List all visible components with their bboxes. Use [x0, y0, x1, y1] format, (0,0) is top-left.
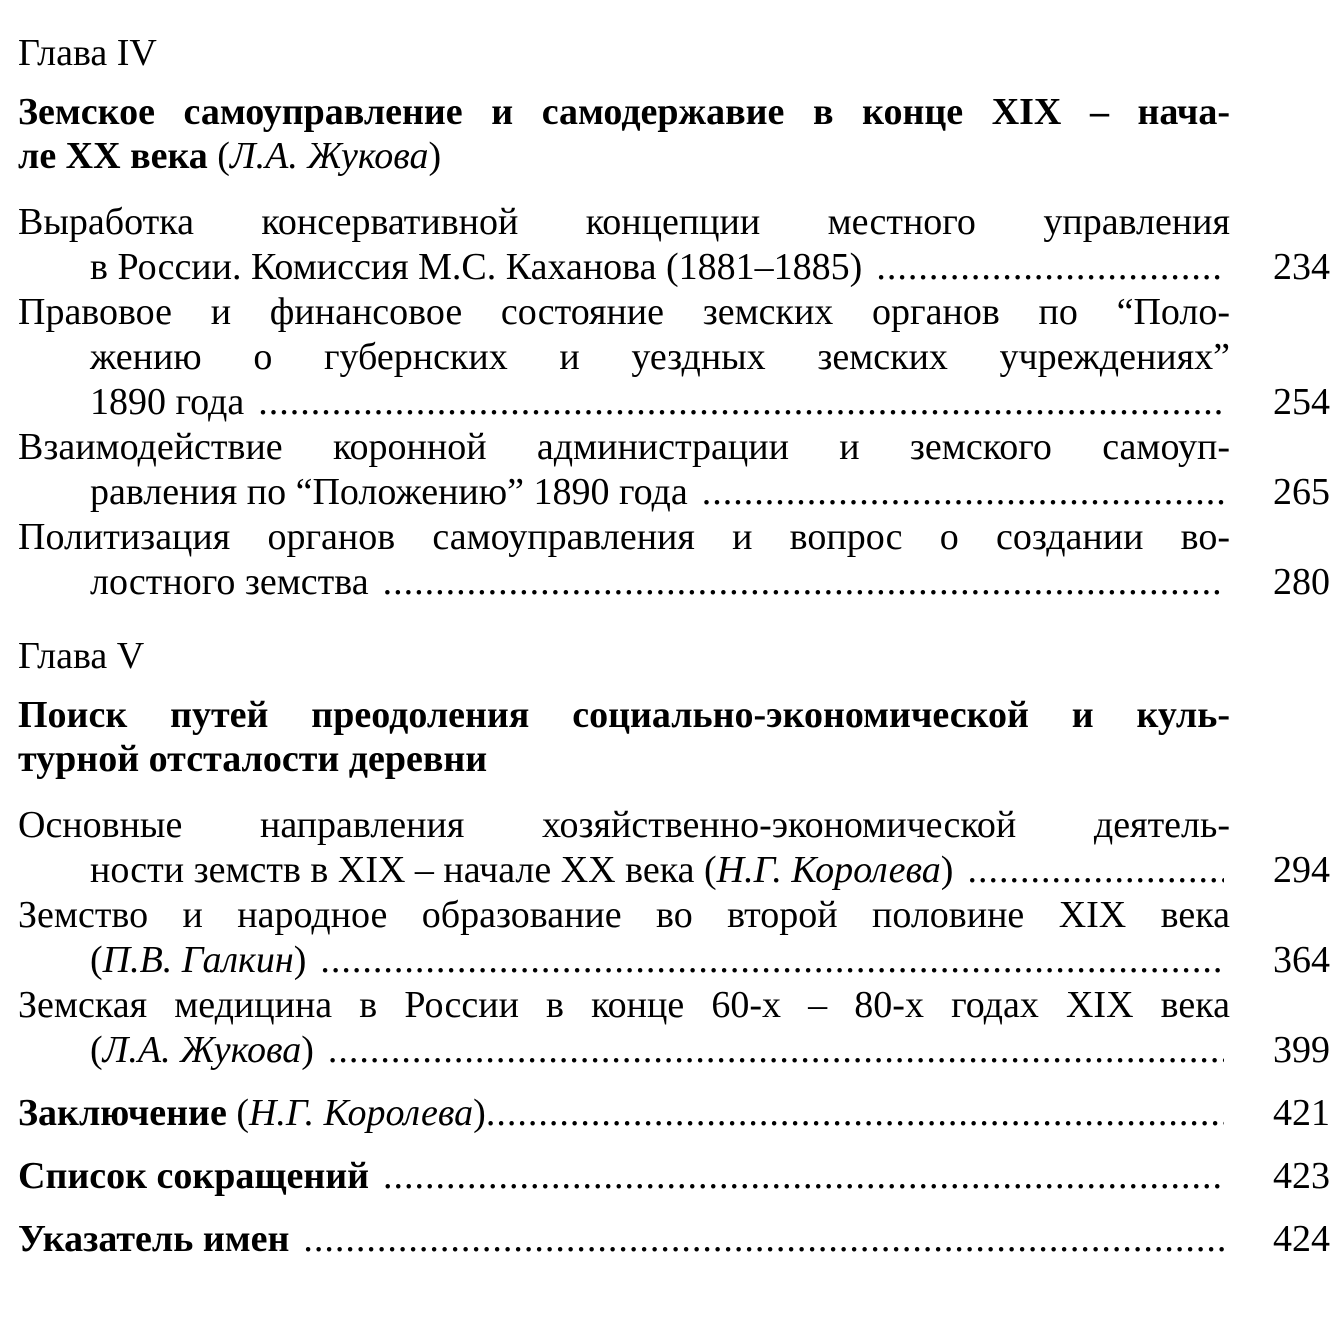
toc-entry-text: Правовое и финансовое состояние земских органов по “Поло- — [18, 291, 1230, 333]
dot-leader — [967, 848, 1224, 893]
toc-entry-text: Политизация органов самоуправления и вопрос о создании во- — [18, 516, 1230, 558]
toc-entry-text: Выработка консервативной концепции местного управления — [18, 201, 1230, 243]
toc-entry-text: ности земств в XIX – начале XX века — [90, 849, 695, 891]
toc-entry-crown-administration[interactable] — [18, 425, 1330, 515]
toc-entry-politicization[interactable] — [18, 515, 1330, 605]
toc-entry-author: Л.А. Жукова — [102, 1029, 302, 1071]
toc-entry-text: Основные направления хозяйственно-экономической деятель- — [18, 804, 1230, 846]
page-number: 254 — [1273, 381, 1330, 423]
chapter-4-author: (Л.А. Жукова) — [217, 135, 442, 177]
toc-entry-text: 1890 года — [90, 381, 245, 423]
dot-leader — [702, 470, 1224, 515]
toc-entry-kakhanov[interactable] — [18, 200, 1330, 290]
toc-entry-text: Земство и народное образование во второй половине XIX века — [18, 894, 1230, 936]
toc-entry-title: Указатель имен — [18, 1218, 290, 1260]
page-number: 421 — [1273, 1092, 1330, 1134]
toc-entry-conclusion[interactable]: Заключение ( Н.Г. Королева ) ..... 421 — [18, 1091, 1330, 1136]
page-number: 234 — [1273, 246, 1330, 288]
toc-entry-medicine[interactable]: Земская медицина в России в конце 60-х – 80-х годах XIX века ( Л.А. Жукова ) ..... 399 — [18, 983, 1330, 1073]
toc-entry-title: Заключение — [18, 1092, 227, 1134]
chapter-4-title-line2: ле XX века — [18, 135, 208, 177]
page-number: 294 — [1273, 849, 1330, 891]
toc-entry-author: Н.Г. Королева — [716, 849, 941, 891]
dot-leader — [876, 245, 1224, 290]
page-number: 280 — [1273, 561, 1330, 603]
page-number: 364 — [1273, 939, 1330, 981]
toc-entry-author: П.В. Галкин — [102, 939, 294, 981]
dot-leader — [486, 1091, 1224, 1136]
page-number: 423 — [1273, 1155, 1330, 1197]
toc-entry-author: Н.Г. Королева — [248, 1092, 474, 1134]
dot-leader — [328, 1028, 1224, 1073]
toc-entry-text: лостного земства — [90, 561, 369, 603]
toc-entry-text: Взаимодействие коронной администрации и земского самоуп- — [18, 426, 1230, 468]
page-number: 424 — [1273, 1218, 1330, 1260]
dot-leader — [383, 1154, 1224, 1199]
dot-leader — [320, 938, 1224, 983]
chapter-4-title — [18, 90, 1230, 178]
dot-leader — [258, 380, 1224, 425]
dot-leader — [303, 1217, 1224, 1262]
toc-entry-text: жению о губернских и уездных земских учреждениях” — [90, 336, 1230, 378]
toc-entry-text: Земская медицина в России в конце 60-х – 80-х годах XIX века — [18, 984, 1230, 1026]
chapter-5-title-line2: турной отсталости деревни — [18, 738, 488, 780]
toc-entry-text: равления по “Положению” 1890 года — [90, 471, 688, 513]
chapter-4-label: Глава IV — [18, 32, 157, 74]
chapter-5-title-line1: Поиск путей преодоления социально-экономической и куль- — [18, 694, 1230, 736]
toc-entry-title: Список сокращений — [18, 1155, 370, 1197]
toc-entry-economic-activity[interactable]: Основные направления хозяйственно-экономической деятель- ности земств в XIX – начале XX века ( Н.Г. Королева ) ..... 294 — [18, 803, 1330, 893]
page-number: 265 — [1273, 471, 1330, 513]
toc-entry-abbreviations[interactable] — [18, 1154, 1330, 1199]
toc-entry-legal-financial[interactable] — [18, 290, 1330, 425]
chapter-4-title-line1: Земское самоуправление и самодержавие в конце XIX – нача- — [18, 91, 1230, 133]
chapter-5-title — [18, 693, 1230, 781]
page-number: 399 — [1273, 1029, 1330, 1071]
dot-leader — [383, 560, 1224, 605]
toc-entry-education[interactable]: Земство и народное образование во второй половине XIX века ( П.В. Галкин ) ..... 364 — [18, 893, 1330, 983]
toc-entry-name-index[interactable] — [18, 1217, 1330, 1262]
toc-entry-text: в России. Комиссия М.С. Каханова (1881–1885) — [90, 246, 863, 288]
chapter-5-label: Глава V — [18, 635, 145, 677]
